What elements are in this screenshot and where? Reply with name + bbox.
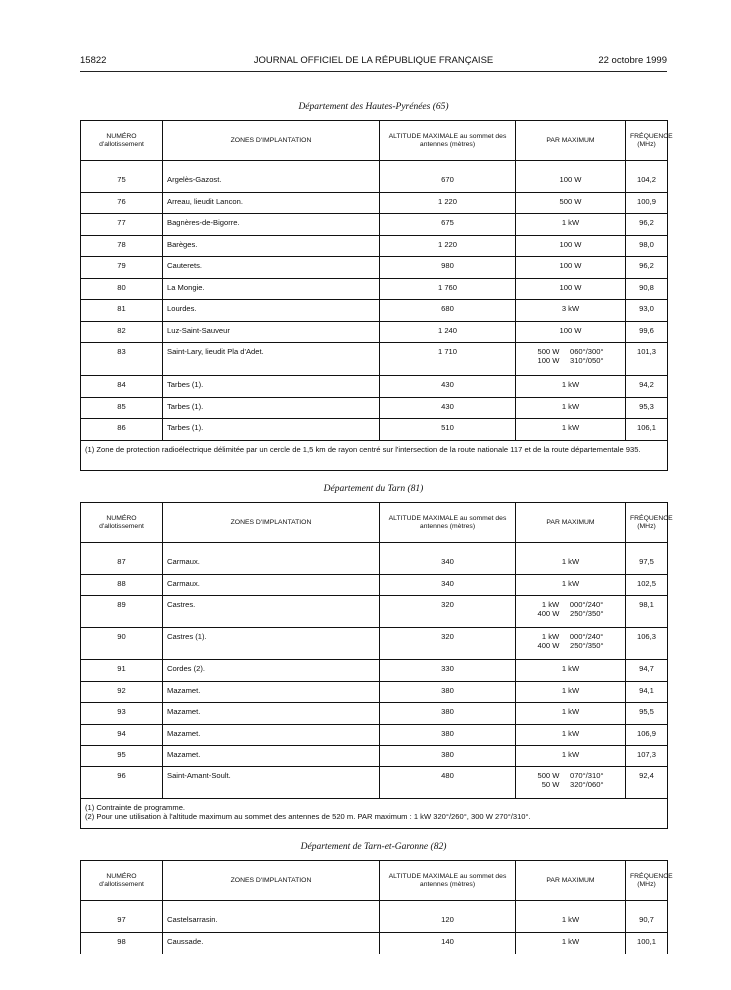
allotment-table-81 xyxy=(80,502,673,829)
cell-par xyxy=(516,300,626,322)
cell-altitude: 1 710 xyxy=(380,343,516,376)
cell-frequence: 106,9 xyxy=(626,725,668,746)
cell-altitude: 1 760 xyxy=(380,279,516,300)
par-value: 500 W 060°/300° xyxy=(537,347,604,356)
col-header-frequence: FRÉQUENCE (MHz) xyxy=(626,861,668,901)
table-row xyxy=(81,279,668,300)
cell-frequence: 94,7 xyxy=(626,660,668,682)
table-row xyxy=(81,257,668,279)
par-value: 100 W xyxy=(559,283,582,292)
par-value: 1 kW xyxy=(561,380,580,389)
cell-zone: Arreau, lieudit Lancon. xyxy=(163,193,380,214)
cell-numero: 90 xyxy=(81,628,163,660)
table-row xyxy=(81,214,668,236)
table-row xyxy=(81,628,668,660)
table-row xyxy=(81,553,668,575)
allotment-table-82 xyxy=(80,860,673,954)
cell-par xyxy=(516,725,626,746)
cell-numero: 76 xyxy=(81,193,163,214)
header-row xyxy=(81,121,668,161)
cell-altitude: 675 xyxy=(380,214,516,236)
footnote: (2) Pour une utilisation à l'altitude maximum au sommet des antennes de 520 m. PAR maximum : 1 kW 320°/260°, 300 W 270°/310°. xyxy=(85,812,531,821)
table-notes xyxy=(81,799,668,829)
allotment-table-65 xyxy=(80,120,673,471)
col-header-par: PAR MAXIMUM xyxy=(516,503,626,543)
cell-frequence: 95,5 xyxy=(626,703,668,725)
cell-frequence: 90,7 xyxy=(626,911,668,933)
table-row xyxy=(81,933,668,954)
cell-numero: 84 xyxy=(81,376,163,398)
cell-frequence: 97,5 xyxy=(626,553,668,575)
department-title-65: Département des Hautes-Pyrénées (65) xyxy=(298,102,449,112)
table-row xyxy=(81,376,668,398)
cell-numero: 77 xyxy=(81,214,163,236)
par-value: 50 W 320°/060° xyxy=(537,780,604,789)
col-header-zones: ZONES D'IMPLANTATION xyxy=(163,861,380,901)
cell-altitude: 1 220 xyxy=(380,236,516,257)
cell-zone: Carmaux. xyxy=(163,553,380,575)
cell-zone: Bagnères-de-Bigorre. xyxy=(163,214,380,236)
cell-zone: Tarbes (1). xyxy=(163,398,380,419)
col-header-altitude: ALTITUDE MAXIMALE au sommet des antennes (mètres) xyxy=(380,503,516,543)
footnote: (1) Zone de protection radioélectrique délimitée par un cercle de 1,5 km de rayon centré sur l'intersection de la route nationale 117 et de la route départementale 935. xyxy=(85,445,641,454)
cell-par xyxy=(516,171,626,193)
cell-numero: 83 xyxy=(81,343,163,376)
cell-numero: 85 xyxy=(81,398,163,419)
cell-frequence: 90,8 xyxy=(626,279,668,300)
col-header-zones: ZONES D'IMPLANTATION xyxy=(163,121,380,161)
cell-numero: 86 xyxy=(81,419,163,441)
department-title-81: Département du Tarn (81) xyxy=(323,484,424,494)
cell-zone: Saint-Amant-Soult. xyxy=(163,767,380,799)
cell-altitude: 340 xyxy=(380,575,516,596)
cell-frequence: 98,0 xyxy=(626,236,668,257)
cell-par xyxy=(516,343,626,376)
table-row xyxy=(81,343,668,376)
par-value: 3 kW xyxy=(561,304,580,313)
cell-altitude: 380 xyxy=(380,682,516,703)
cell-par xyxy=(516,746,626,767)
cell-numero: 87 xyxy=(81,553,163,575)
cell-altitude: 480 xyxy=(380,767,516,799)
cell-numero: 92 xyxy=(81,682,163,703)
cell-altitude: 980 xyxy=(380,257,516,279)
par-value: 100 W xyxy=(559,261,582,270)
table-row xyxy=(81,419,668,441)
col-header-par: PAR MAXIMUM xyxy=(516,861,626,901)
cell-par xyxy=(516,322,626,343)
cell-frequence: 98,1 xyxy=(626,596,668,628)
cell-zone: Barèges. xyxy=(163,236,380,257)
header-row xyxy=(81,503,668,543)
cell-par xyxy=(516,767,626,799)
cell-altitude: 680 xyxy=(380,300,516,322)
cell-par xyxy=(516,575,626,596)
col-header-frequence: FRÉQUENCE (MHz) xyxy=(626,121,668,161)
par-value: 1 kW xyxy=(561,914,580,924)
spacer-row xyxy=(81,901,668,911)
par-value: 500 W xyxy=(559,197,582,206)
par-value: 100 W xyxy=(559,326,582,335)
cell-frequence: 96,2 xyxy=(626,257,668,279)
cell-par xyxy=(516,398,626,419)
cell-numero: 94 xyxy=(81,725,163,746)
cell-numero: 98 xyxy=(81,933,163,954)
table-row xyxy=(81,725,668,746)
par-value: 1 kW xyxy=(561,750,580,759)
par-value: 1 kW xyxy=(561,686,580,695)
table-row xyxy=(81,171,668,193)
cell-altitude: 120 xyxy=(380,911,516,933)
cell-par xyxy=(516,553,626,575)
cell-zone: Cauterets. xyxy=(163,257,380,279)
cell-numero: 80 xyxy=(81,279,163,300)
cell-numero: 95 xyxy=(81,746,163,767)
cell-numero: 78 xyxy=(81,236,163,257)
cell-zone: La Mongie. xyxy=(163,279,380,300)
cell-zone: Mazamet. xyxy=(163,703,380,725)
par-value: 1 kW xyxy=(561,937,580,946)
table-row xyxy=(81,300,668,322)
par-value: 1 kW 000°/240° xyxy=(537,600,604,609)
cell-frequence: 94,2 xyxy=(626,376,668,398)
cell-zone: Saint-Lary, lieudit Pla d'Adet. xyxy=(163,343,380,376)
par-value: 100 W 310°/050° xyxy=(537,356,604,365)
cell-zone: Caussade. xyxy=(163,933,380,954)
cell-numero: 79 xyxy=(81,257,163,279)
cell-par xyxy=(516,257,626,279)
par-value: 1 kW xyxy=(561,402,580,411)
cell-zone: Castelsarrasin. xyxy=(163,911,380,933)
cell-altitude: 140 xyxy=(380,933,516,954)
cell-frequence: 93,0 xyxy=(626,300,668,322)
cell-zone: Tarbes (1). xyxy=(163,419,380,441)
cell-frequence: 100,9 xyxy=(626,193,668,214)
cell-frequence: 102,5 xyxy=(626,575,668,596)
publication-date: 22 octobre 1999 xyxy=(598,55,667,66)
cell-par xyxy=(516,660,626,682)
cell-zone: Castres. xyxy=(163,596,380,628)
notes-row xyxy=(81,441,668,471)
cell-zone: Carmaux. xyxy=(163,575,380,596)
cell-par xyxy=(516,279,626,300)
cell-altitude: 1 220 xyxy=(380,193,516,214)
cell-numero: 81 xyxy=(81,300,163,322)
col-header-numero: NUMÉRO d'allotissement xyxy=(81,861,163,901)
spacer-row xyxy=(81,161,668,171)
cell-frequence: 96,2 xyxy=(626,214,668,236)
cell-zone: Lourdes. xyxy=(163,300,380,322)
cell-altitude: 340 xyxy=(380,553,516,575)
table-row xyxy=(81,767,668,799)
cell-par xyxy=(516,214,626,236)
cell-numero: 96 xyxy=(81,767,163,799)
par-value: 400 W 250°/350° xyxy=(537,641,604,650)
cell-frequence: 106,3 xyxy=(626,628,668,660)
cell-zone: Castres (1). xyxy=(163,628,380,660)
cell-frequence: 106,1 xyxy=(626,419,668,441)
cell-zone: Tarbes (1). xyxy=(163,376,380,398)
cell-par xyxy=(516,193,626,214)
journal-title: JOURNAL OFFICIEL DE LA RÉPUBLIQUE FRANÇAISE xyxy=(253,55,494,66)
cell-numero: 91 xyxy=(81,660,163,682)
cell-par xyxy=(516,236,626,257)
table-row xyxy=(81,236,668,257)
cell-frequence: 99,6 xyxy=(626,322,668,343)
notes-row xyxy=(81,799,668,829)
par-value: 1 kW xyxy=(561,218,580,227)
par-value: 500 W 070°/310° xyxy=(537,771,604,780)
cell-frequence: 95,3 xyxy=(626,398,668,419)
cell-par xyxy=(516,682,626,703)
cell-numero: 82 xyxy=(81,322,163,343)
cell-par xyxy=(516,933,626,954)
page-header xyxy=(80,55,667,69)
par-value: 1 kW xyxy=(561,664,580,673)
cell-altitude: 380 xyxy=(380,725,516,746)
footnote: (1) Contrainte de programme. xyxy=(85,803,186,812)
cell-par xyxy=(516,911,626,933)
cell-altitude: 1 240 xyxy=(380,322,516,343)
par-value: 1 kW xyxy=(561,556,580,566)
cell-altitude: 430 xyxy=(380,398,516,419)
spacer-row xyxy=(81,543,668,553)
cell-numero: 89 xyxy=(81,596,163,628)
cell-par xyxy=(516,628,626,660)
table-row xyxy=(81,703,668,725)
cell-zone: Mazamet. xyxy=(163,746,380,767)
cell-zone: Argelès-Gazost. xyxy=(163,171,380,193)
par-value: 1 kW xyxy=(561,579,580,588)
col-header-altitude: ALTITUDE MAXIMALE au sommet des antennes (mètres) xyxy=(380,121,516,161)
cell-par xyxy=(516,596,626,628)
par-value: 1 kW 000°/240° xyxy=(537,632,604,641)
table-row xyxy=(81,682,668,703)
cell-altitude: 320 xyxy=(380,628,516,660)
header-rule xyxy=(80,71,667,72)
cell-altitude: 380 xyxy=(380,703,516,725)
cell-zone: Mazamet. xyxy=(163,682,380,703)
cell-frequence: 92,4 xyxy=(626,767,668,799)
cell-altitude: 670 xyxy=(380,171,516,193)
cell-frequence: 101,3 xyxy=(626,343,668,376)
col-header-altitude: ALTITUDE MAXIMALE au sommet des antennes (mètres) xyxy=(380,861,516,901)
table-notes xyxy=(81,441,668,471)
table-row xyxy=(81,575,668,596)
cell-frequence: 104,2 xyxy=(626,171,668,193)
par-value: 1 kW xyxy=(561,707,580,716)
cell-zone: Cordes (2). xyxy=(163,660,380,682)
par-value: 1 kW xyxy=(561,423,580,432)
cell-numero: 75 xyxy=(81,171,163,193)
cell-par xyxy=(516,419,626,441)
col-header-par: PAR MAXIMUM xyxy=(516,121,626,161)
cell-numero: 97 xyxy=(81,911,163,933)
cell-altitude: 430 xyxy=(380,376,516,398)
par-value: 100 W xyxy=(559,240,582,249)
table-row xyxy=(81,398,668,419)
par-value: 1 kW xyxy=(561,729,580,738)
cell-frequence: 94,1 xyxy=(626,682,668,703)
cell-numero: 93 xyxy=(81,703,163,725)
department-title-82: Département de Tarn-et-Garonne (82) xyxy=(300,842,447,852)
cell-par xyxy=(516,703,626,725)
cell-frequence: 100,1 xyxy=(626,933,668,954)
table-row xyxy=(81,193,668,214)
col-header-numero: NUMÉRO d'allotissement xyxy=(81,503,163,543)
table-row xyxy=(81,660,668,682)
table-row xyxy=(81,322,668,343)
par-value: 400 W 250°/350° xyxy=(537,609,604,618)
col-header-zones: ZONES D'IMPLANTATION xyxy=(163,503,380,543)
cell-zone: Mazamet. xyxy=(163,725,380,746)
cell-altitude: 510 xyxy=(380,419,516,441)
cell-altitude: 380 xyxy=(380,746,516,767)
col-header-frequence: FRÉQUENCE (MHz) xyxy=(626,503,668,543)
col-header-numero: NUMÉRO d'allotissement xyxy=(81,121,163,161)
header-row xyxy=(81,861,668,901)
cell-par xyxy=(516,376,626,398)
table-row xyxy=(81,596,668,628)
cell-altitude: 330 xyxy=(380,660,516,682)
table-row xyxy=(81,911,668,933)
cell-zone: Luz-Saint-Sauveur xyxy=(163,322,380,343)
cell-numero: 88 xyxy=(81,575,163,596)
par-value: 100 W xyxy=(559,174,582,184)
cell-altitude: 320 xyxy=(380,596,516,628)
cell-frequence: 107,3 xyxy=(626,746,668,767)
table-row xyxy=(81,746,668,767)
page-number: 15822 xyxy=(80,55,107,66)
